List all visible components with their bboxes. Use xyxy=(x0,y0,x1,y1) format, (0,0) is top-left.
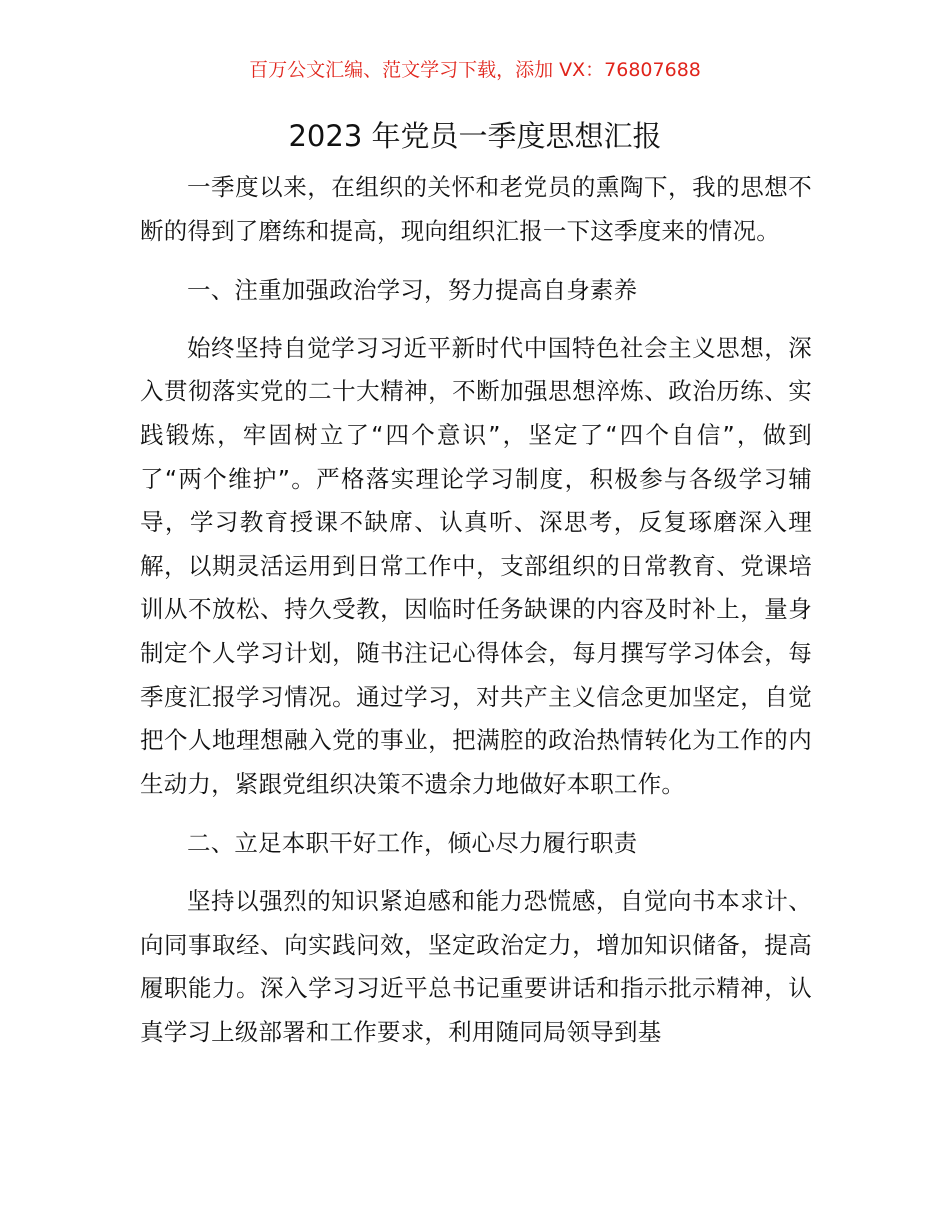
section-heading-1: 一、注重加强政治学习，努力提高自身素养 xyxy=(187,276,638,305)
section-heading-2: 二、立足本职干好工作，倾心尽力履行职责 xyxy=(187,829,638,858)
watermark-header: 百万公文汇编、范文学习下载，添加 VX：76807688 xyxy=(249,59,701,81)
section-paragraph-1: 始终坚持自觉学习习近平新时代中国特色社会主义思想，深入贯彻落实党的二十大精神，不断加强思想淬炼、政治历练、实践锻炼，牢固树立了“四个意识”，坚定了“四个自信”，做到了“两个维护”。严格落实理论学习制度，积极参与各级学习辅导，学习教育授课不缺席、认真听、深思考，反复琢磨深入理解，以期灵活运用到日常工作中，支部组织的日常教育、党课培训从不放松、持久受教，因临时任务缺课的内容及时补上，量身制定个人学习计划，随书注记心得体会，每月撰写学习体会，每季度汇报学习情况。通过学习，对共产主义信念更加坚定，自觉把个人地理想融入党的事业，把满腔的政治热情转化为工作的内生动力，紧跟党组织决策不遗余力地做好本职工作。 xyxy=(140,333,812,798)
document-body xyxy=(140,166,812,1054)
document-title: 2023 年党员一季度思想汇报 xyxy=(288,119,662,153)
intro-paragraph: 一季度以来，在组织的关怀和老党员的熏陶下，我的思想不断的得到了磨练和提高，现向组织汇报一下这季度来的情况。 xyxy=(140,173,812,245)
section-paragraph-2: 坚持以强烈的知识紧迫感和能力恐慌感，自觉向书本求计、向同事取经、向实践问效，坚定政治定力，增加知识储备，提高履职能力。深入学习习近平总书记重要讲话和指示批示精神，认真学习上级部署和工作要求，利用随同局领导到基 xyxy=(140,886,812,1046)
